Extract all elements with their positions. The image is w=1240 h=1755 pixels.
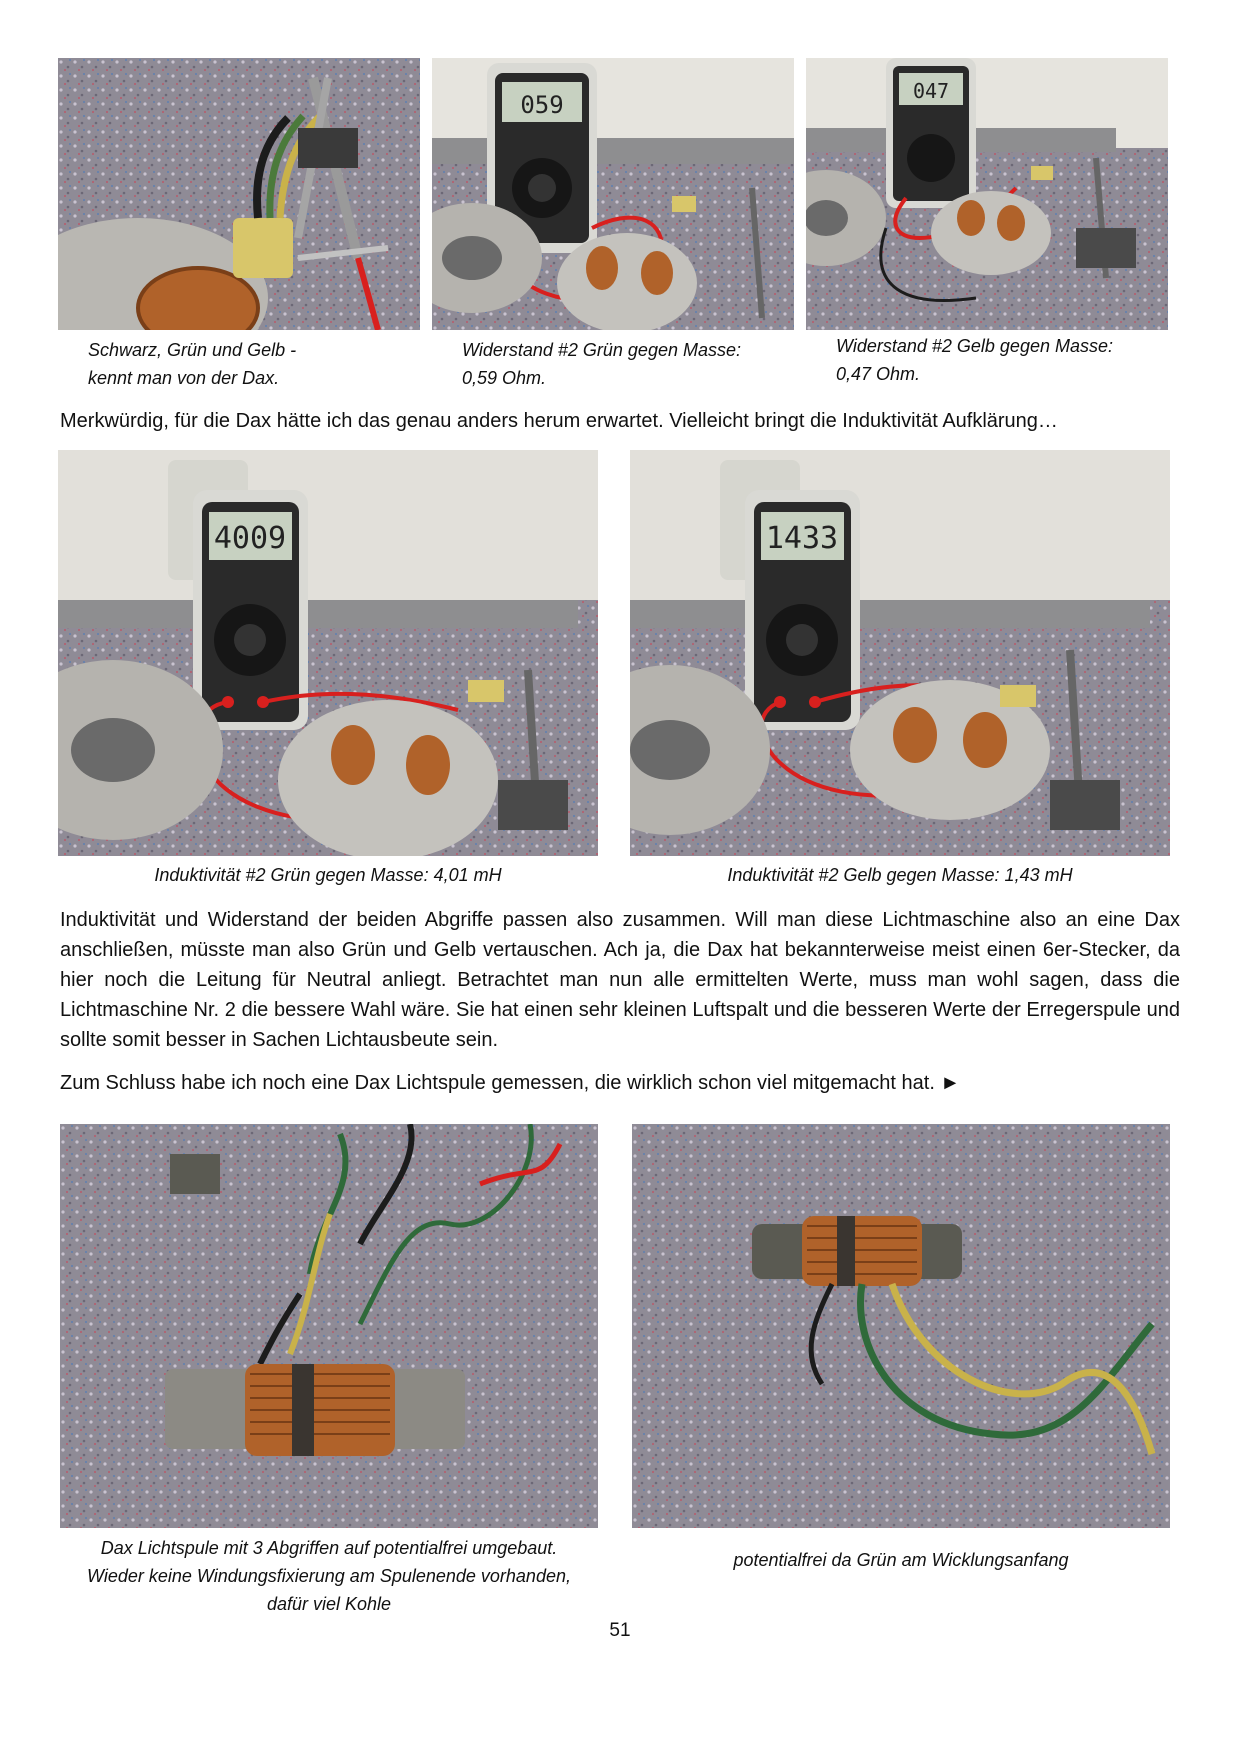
page-number: 51 <box>609 1620 631 1641</box>
photo-dax-coil-potential-free <box>632 1124 1170 1528</box>
meter-display-value: 4009 <box>213 521 287 556</box>
meter-display-value: 059 <box>520 91 564 119</box>
caption-resistance-green <box>462 336 782 392</box>
photo-multimeter-yellow-resistance <box>806 58 1168 330</box>
photo-multimeter-green-resistance <box>432 58 794 330</box>
paragraph-remark: Merkwürdig, für die Dax hätte ich das genau anders herum erwartet. Vielleicht bringt die Induktivität Aufklärung… <box>60 410 1058 432</box>
caption-line: Dax Lichtspule mit 3 Abgriffen auf potentialfrei umgebaut. <box>100 1538 558 1558</box>
caption-line: Widerstand #2 Gelb gegen Masse: <box>836 336 1113 356</box>
caption-line: kennt man von der Dax. <box>88 368 280 388</box>
caption-line: 0,59 Ohm. <box>462 368 547 388</box>
caption-inductance-green: Induktivität #2 Grün gegen Masse: 4,01 mH <box>154 865 502 885</box>
meter-display-value: 1433 <box>765 521 839 556</box>
caption-line: dafür viel Kohle <box>266 1594 392 1614</box>
caption-connector <box>88 336 408 392</box>
caption-line: 0,47 Ohm. <box>836 364 921 384</box>
caption-resistance-yellow <box>836 332 1156 388</box>
caption-line: Schwarz, Grün und Gelb - <box>88 340 297 360</box>
paragraph-transition: Zum Schluss habe ich noch eine Dax Lichtspule gemessen, die wirklich schon viel mitgemacht hat. ► <box>60 1072 961 1094</box>
caption-line: Widerstand #2 Grün gegen Masse: <box>462 340 741 360</box>
photo-connector-closeup <box>58 58 420 330</box>
caption-line: Wieder keine Windungsfixierung am Spulenende vorhanden, <box>87 1566 571 1586</box>
paragraph-analysis: Induktivität und Widerstand der beiden Abgriffe passen also zusammen. Will man diese Lichtmaschine also an eine Dax anschließen, müsste man also Grün und Gelb vertauschen. Ach ja, die Dax hat bekannterweise meist einen 6er-Stecker, da hier noch die Leitung für Neutral anliegt. Betrachtet man nun alle ermittelten Werte, muss man wohl sagen, dass die Lichtmaschine Nr. 2 die bessere Wahl wäre. Sie hat einen sehr kleinen Luftspalt und die besseren Werte der Erregerspule und sollte somit besser in Sachen Lichtausbeute sein. <box>60 909 1180 1051</box>
caption-dax-coil-potential-free <box>632 1546 1170 1574</box>
photo-multimeter-yellow-inductance <box>630 450 1170 856</box>
caption-line: potentialfrei da Grün am Wicklungsanfang <box>733 1550 1069 1570</box>
caption-dax-coil-modified <box>40 1534 618 1618</box>
photo-multimeter-green-inductance <box>58 450 598 856</box>
caption-inductance-yellow: Induktivität #2 Gelb gegen Masse: 1,43 mH <box>727 865 1073 885</box>
meter-display-value: 047 <box>912 79 950 103</box>
photo-dax-coil-modified <box>60 1124 598 1528</box>
